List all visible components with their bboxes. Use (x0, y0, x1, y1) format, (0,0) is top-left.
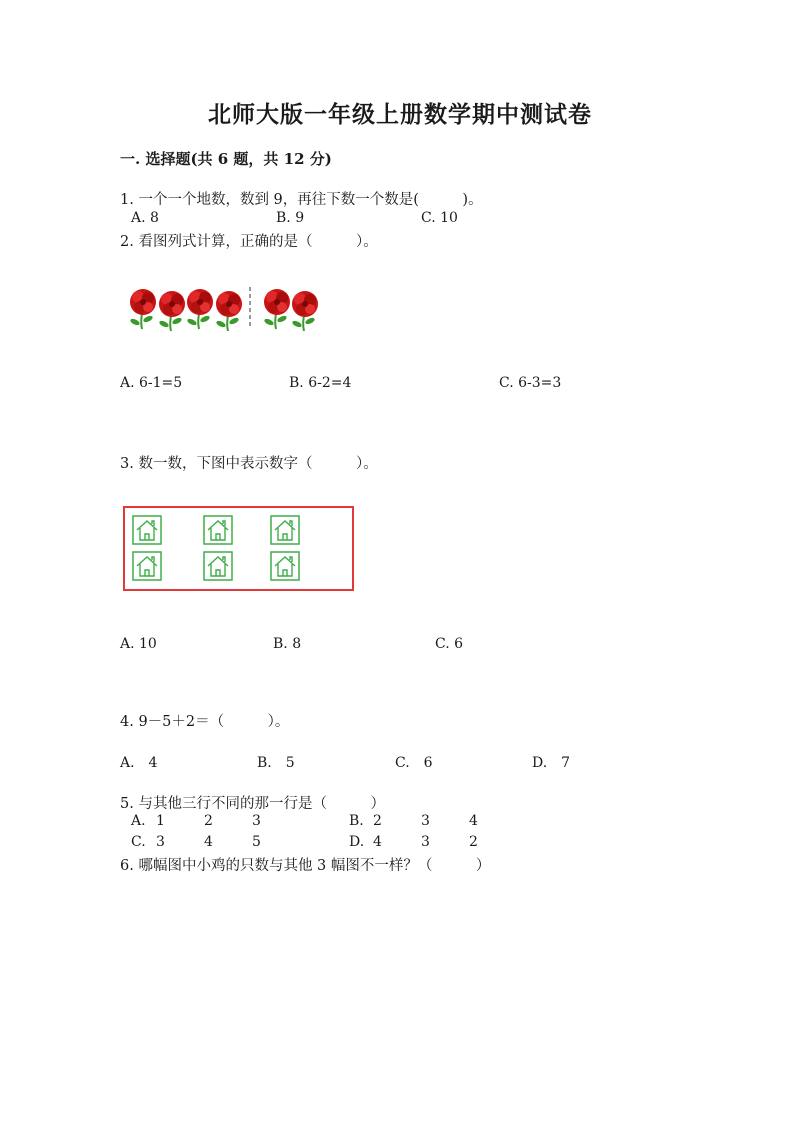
question-1-stem: 1. 一个一个地数，数到 9，再往下数一个数是( )。 (120, 192, 483, 208)
question-3-house-figure (123, 506, 354, 591)
question-5-option-c-num: 4 (204, 834, 213, 850)
question-3-option-a[interactable]: A. 10 (120, 636, 157, 652)
question-4-option-b[interactable]: B. 5 (257, 755, 295, 771)
question-5-option-b-num: 4 (469, 813, 478, 829)
house-icon (270, 515, 300, 545)
question-1-option-a[interactable]: A. 8 (131, 210, 159, 226)
section-heading: 一. 选择题(共 6 题，共 12 分) (120, 150, 332, 168)
question-5-option-a-num: 1 (156, 813, 165, 829)
house-icon (132, 551, 162, 581)
rose-flower-icon (158, 291, 185, 331)
question-2-flower-figure (122, 285, 327, 331)
question-3-option-b[interactable]: B. 8 (273, 636, 302, 652)
question-5-stem: 5. 与其他三行不同的那一行是（ ） (120, 796, 385, 812)
house-icon (203, 515, 233, 545)
page-title: 北师大版一年级上册数学期中测试卷 (208, 101, 592, 128)
question-5-option-a-label[interactable]: A. (131, 813, 146, 829)
question-2-option-a[interactable]: A. 6-1=5 (120, 375, 183, 391)
house-icon (270, 551, 300, 581)
question-1-option-b[interactable]: B. 9 (276, 210, 305, 226)
question-5-option-c-num: 3 (156, 834, 165, 850)
question-5-option-c-num: 5 (252, 834, 261, 850)
question-5-option-d-num: 3 (421, 834, 430, 850)
question-5-option-d-num: 2 (469, 834, 478, 850)
question-4-option-d[interactable]: D. 7 (532, 755, 571, 771)
question-4-stem: 4. 9－5＋2＝（ ）。 (120, 714, 290, 730)
question-5-option-b-num: 3 (421, 813, 430, 829)
question-4-option-a[interactable]: A. 4 (120, 755, 158, 771)
question-3-stem: 3. 数一数，下图中表示数字（ ）。 (120, 456, 378, 472)
rose-flower-icon (215, 291, 242, 331)
question-5-option-c-label[interactable]: C. (131, 834, 146, 850)
house-icon (132, 515, 162, 545)
rose-flower-icon (129, 289, 156, 329)
question-2-stem: 2. 看图列式计算，正确的是（ ）。 (120, 234, 378, 250)
question-1-option-c[interactable]: C. 10 (421, 210, 458, 226)
question-4-option-c[interactable]: C. 6 (395, 755, 433, 771)
question-5-option-d-label[interactable]: D. (349, 834, 365, 850)
question-3-option-c[interactable]: C. 6 (435, 636, 464, 652)
house-icon (203, 551, 233, 581)
question-5-option-d-num: 4 (373, 834, 382, 850)
question-2-option-c[interactable]: C. 6-3=3 (499, 375, 562, 391)
question-6-stem: 6. 哪幅图中小鸡的只数与其他 3 幅图不一样？（ ） (120, 858, 491, 874)
rose-flower-icon (263, 289, 290, 329)
rose-flower-icon (291, 291, 318, 331)
question-5-option-a-num: 3 (252, 813, 261, 829)
question-2-option-b[interactable]: B. 6-2=4 (289, 375, 352, 391)
question-5-option-b-label[interactable]: B. (349, 813, 364, 829)
rose-flower-icon (186, 289, 213, 329)
question-5-option-b-num: 2 (373, 813, 382, 829)
question-5-option-a-num: 2 (204, 813, 213, 829)
